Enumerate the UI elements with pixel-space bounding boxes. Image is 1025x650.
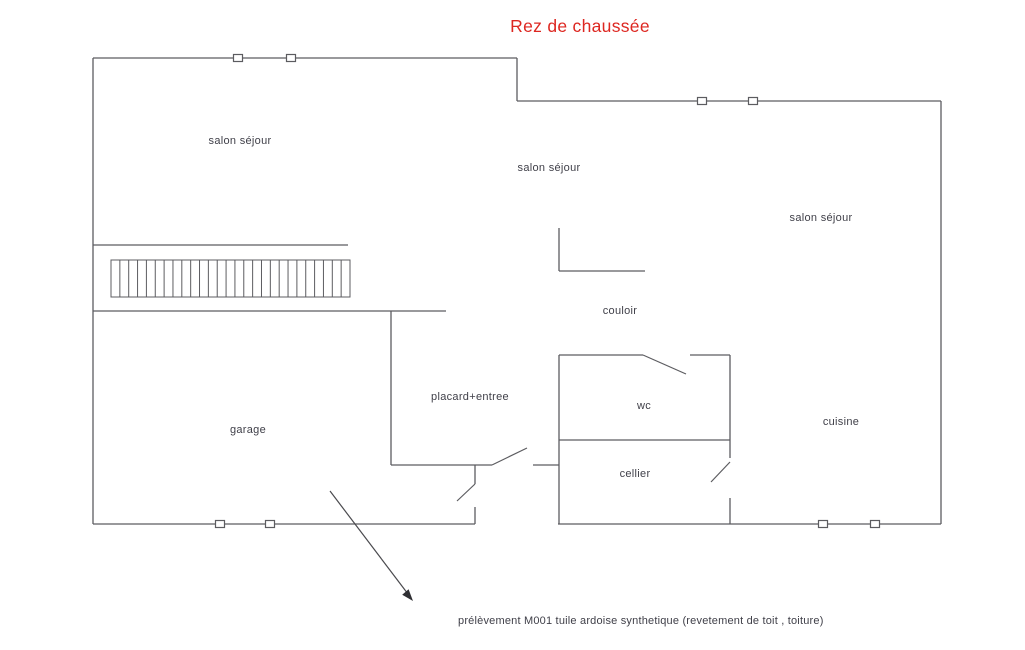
- room-label-salon-sejour-left: salon séjour: [208, 135, 272, 147]
- room-label-cellier: cellier: [619, 468, 651, 480]
- door-wc-swing: [643, 355, 686, 374]
- room-label-garage: garage: [229, 424, 267, 436]
- room-label-salon-sejour-middle: salon séjour: [517, 162, 581, 174]
- window-marker-icon: [819, 521, 828, 528]
- annotation-arrow: [330, 491, 413, 601]
- room-label-couloir: couloir: [602, 305, 638, 317]
- room-label-placard-entree: placard+entree: [431, 391, 509, 403]
- staircase: [111, 260, 350, 297]
- door-entry-swing: [457, 484, 475, 501]
- arrow-head-icon: [402, 589, 413, 601]
- door-cellier-swing: [711, 462, 730, 482]
- page-title: Rez de chaussée: [510, 16, 650, 36]
- window-marker-icon: [234, 55, 243, 62]
- door-placard-swing: [492, 448, 527, 465]
- window-marker-icon: [266, 521, 275, 528]
- window-markers: [216, 55, 880, 528]
- window-marker-icon: [698, 98, 707, 105]
- sample-annotation-caption: prélèvement M001 tuile ardoise synthetique (revetement de toit , toiture): [458, 615, 824, 627]
- room-label-cuisine: cuisine: [822, 416, 860, 428]
- door-swings: [457, 355, 730, 501]
- room-label-salon-sejour-right: salon séjour: [789, 212, 853, 224]
- outer-walls: [93, 58, 941, 524]
- window-marker-icon: [216, 521, 225, 528]
- window-marker-icon: [287, 55, 296, 62]
- stairs-hatch: [120, 260, 341, 297]
- window-marker-icon: [871, 521, 880, 528]
- arrow-shaft: [330, 491, 408, 594]
- room-label-wc: wc: [636, 400, 652, 412]
- window-marker-icon: [749, 98, 758, 105]
